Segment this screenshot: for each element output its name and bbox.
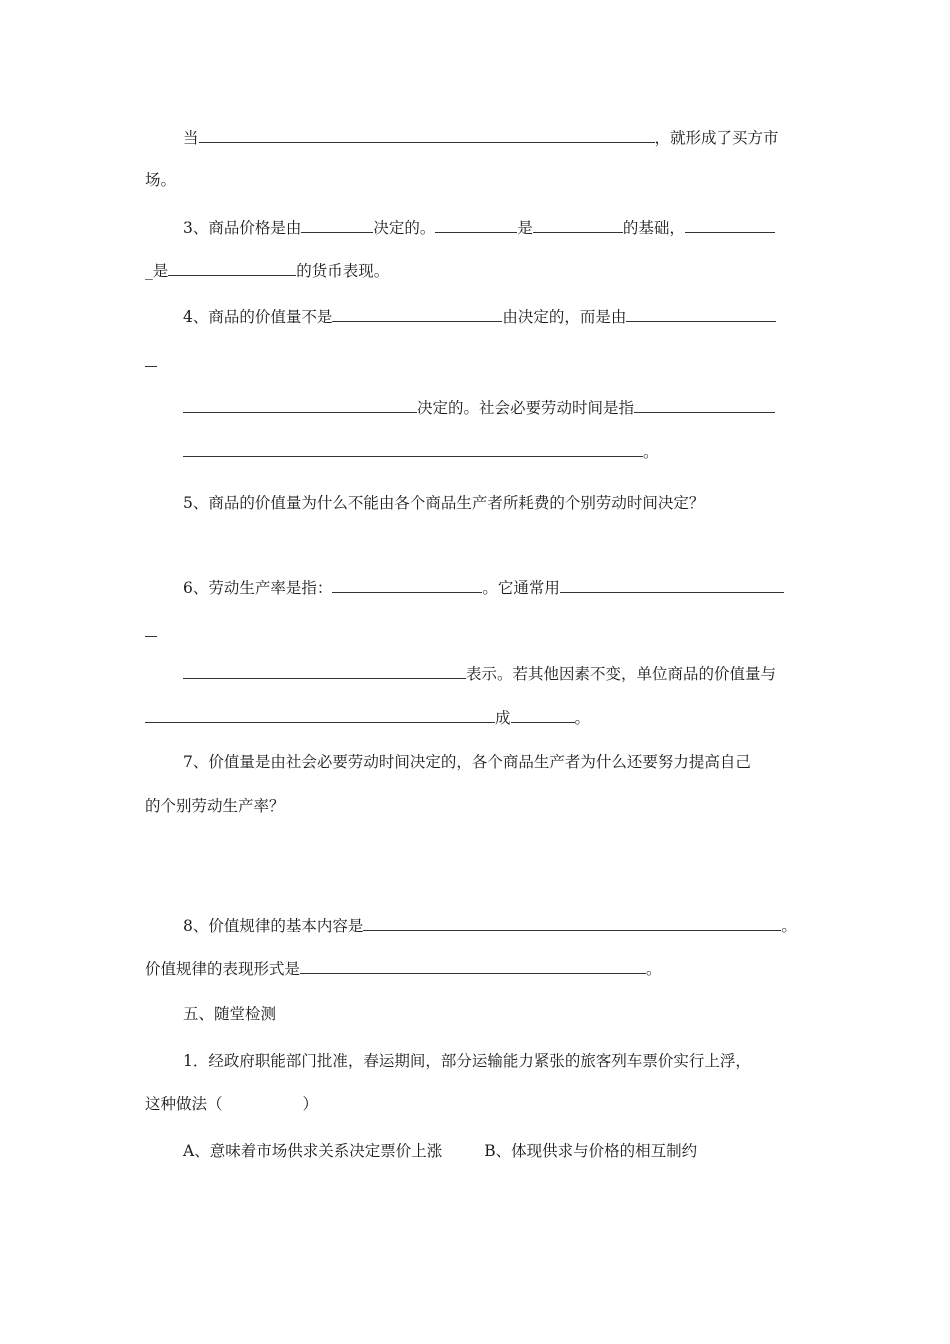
q8-line-1 xyxy=(183,914,797,937)
answer-blank[interactable] xyxy=(363,914,781,931)
text: 4、商品的价值量不是 xyxy=(183,308,333,326)
answer-blank[interactable] xyxy=(183,396,417,413)
text: 价值规律的表现形式是 xyxy=(145,960,301,978)
answer-blank[interactable] xyxy=(332,305,502,322)
text: 8、价值规律的基本内容是 xyxy=(183,917,364,935)
option-a[interactable]: A、意味着市场供求关系决定票价上涨 xyxy=(183,1142,443,1160)
answer-blank[interactable] xyxy=(560,576,784,593)
section-heading xyxy=(183,1003,276,1025)
q6-line-2 xyxy=(145,620,157,643)
text: 表示。若其他因素不变，单位商品的价值量与 xyxy=(466,665,777,683)
answer-blank[interactable] xyxy=(626,305,776,322)
answer-blank[interactable] xyxy=(145,620,157,637)
q3-line-2 xyxy=(145,259,389,282)
text: 3、商品价格是由 xyxy=(183,219,302,237)
section-title: 五、随堂检测 xyxy=(183,1005,277,1023)
q4-line-1 xyxy=(183,305,776,328)
text: 5、商品的价值量为什么不能由各个商品生产者所耗费的个别劳动时间决定？ xyxy=(183,494,705,512)
text: 的个别劳动生产率？ xyxy=(145,797,285,815)
text: 决定的。社会必要劳动时间是指 xyxy=(417,399,635,417)
text: 成 xyxy=(495,709,511,727)
answer-blank[interactable] xyxy=(145,350,157,367)
text: 这种做法（ xyxy=(145,1095,223,1113)
answer-blank[interactable] xyxy=(634,396,775,413)
q6-line-1 xyxy=(183,576,784,599)
q8-line-2 xyxy=(145,957,662,980)
mc1-options xyxy=(183,1140,697,1162)
q6-line-3 xyxy=(183,662,776,685)
text: 。它通常用 xyxy=(482,579,560,597)
text: ，就形成了买方市 xyxy=(654,129,779,147)
text: 当 xyxy=(183,129,199,147)
answer-blank[interactable] xyxy=(301,216,373,233)
text: 的基础， xyxy=(622,219,685,237)
answer-blank[interactable] xyxy=(300,957,646,974)
text: _是 xyxy=(145,262,169,280)
q3-line-1 xyxy=(183,216,775,239)
answer-blank[interactable] xyxy=(183,662,466,679)
text: ） xyxy=(302,1095,319,1113)
text: 的货币表现。 xyxy=(296,262,390,280)
answer-blank[interactable] xyxy=(685,216,775,233)
answer-blank[interactable] xyxy=(533,216,623,233)
text: 。 xyxy=(646,960,662,978)
text: 场。 xyxy=(145,171,177,189)
answer-blank[interactable] xyxy=(435,216,517,233)
text: 6、劳动生产率是指： xyxy=(183,579,333,597)
answer-blank[interactable] xyxy=(199,126,655,143)
q5-line xyxy=(183,492,704,514)
q7-line-2 xyxy=(145,795,285,817)
text: 。 xyxy=(574,709,591,727)
text: 是 xyxy=(517,219,533,237)
answer-blank[interactable] xyxy=(332,576,482,593)
answer-blank[interactable] xyxy=(511,706,575,723)
text: 决定的。 xyxy=(373,219,436,237)
mc1-stem-line-2 xyxy=(145,1093,318,1115)
q7-line-1 xyxy=(183,751,751,773)
mc1-stem-line-1 xyxy=(183,1050,751,1072)
text: 。 xyxy=(781,917,797,935)
answer-blank[interactable] xyxy=(183,440,643,457)
q4-line-3 xyxy=(183,396,775,419)
q4-line-2 xyxy=(145,350,157,373)
text: 1．经政府职能部门批准，春运期间，部分运输能力紧张的旅客列车票价实行上浮， xyxy=(183,1052,751,1070)
answer-blank[interactable] xyxy=(168,259,296,276)
text: 。 xyxy=(643,443,659,461)
q6-line-4 xyxy=(145,706,590,729)
text: 由决定的，而是由 xyxy=(502,308,627,326)
option-b[interactable]: B、体现供求与价格的相互制约 xyxy=(484,1142,698,1160)
q2-line-2 xyxy=(145,169,176,191)
answer-blank[interactable] xyxy=(145,706,495,723)
q2-line-1 xyxy=(183,126,779,149)
q4-line-4 xyxy=(183,440,659,463)
text: 7、价值量是由社会必要劳动时间决定的，各个商品生产者为什么还要努力提高自己 xyxy=(183,753,751,771)
